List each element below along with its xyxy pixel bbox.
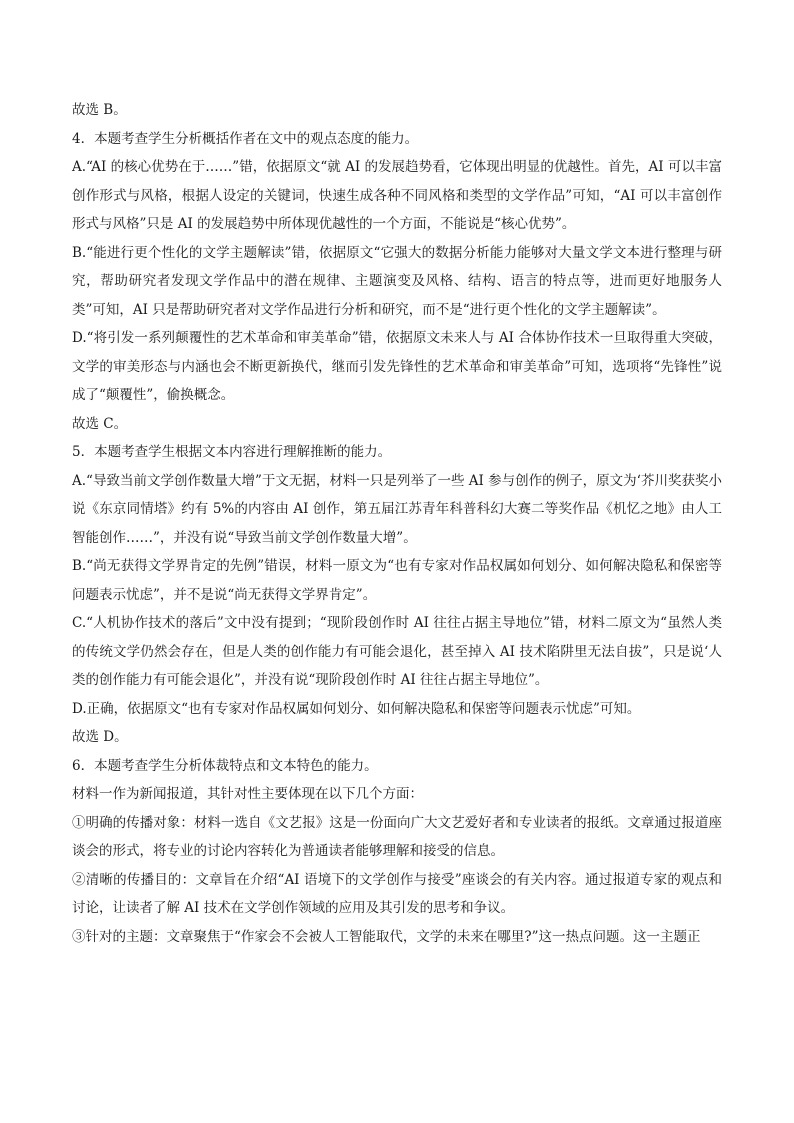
question-5-option-c: C.“人机协作技术的落后”文中没有提到；“现阶段创作时 AI 往往占据主导地位”错，材料二原文为“虽然人类的传统文学仍然会存在，但是人类的创作能力有可能会退化，甚至掉入 AI 技术陷阱里无法自拔”，只是说‘人类的创作能力有可能会退化”，并没有说“现阶段创作时 AI 往往占据主导地位”。 bbox=[72, 615, 722, 688]
question-4-option-d: D.“将引发一系列颠覆性的艺术革命和审美革命”错，依据原文未来人与 AI 合体协作技术一旦取得重大突破，文学的审美形态与内涵也会不断更新换代，继而引发先锋性的艺术革命和审美革命”可知，选项将“先锋性”说成了“颠覆性”，偷换概念。 bbox=[72, 330, 722, 403]
conclusion-c: 故选 C。 bbox=[72, 415, 128, 432]
question-5-option-a: A.“导致当前文学创作数量大增”于文无据，材料一只是列举了一些 AI 参与创作的例子，原文为‘芥川奖获奖小说《东京同情塔》约有 5%的内容由 AI 创作，第五届江苏青年科普科幻大赛二等奖作品《机忆之地》由人工智能创作……”，并没有说“导致当前文学创作数量大增”。 bbox=[72, 472, 722, 546]
conclusion-b: 故选 B。 bbox=[72, 102, 127, 118]
answer-explanation-page bbox=[72, 96, 722, 951]
question-6-point-2: ②清晰的传播目的：文章旨在介绍“AI 语境下的文学创作与接受”座谈会的有关内容。通过报道专家的观点和讨论，让读者了解 AI 技术在文学创作领域的应用及其引发的思考和争议。 bbox=[72, 871, 722, 916]
question-4-heading: 4．本题考查学生分析概括作者在文中的观点态度的能力。 bbox=[72, 130, 419, 147]
question-6-point-3: ③针对的主题：文章聚焦于“作家会不会被人工智能取代，文学的未来在哪里?”这一热点问题。这一主题正 bbox=[72, 928, 701, 945]
conclusion-d: 故选 D。 bbox=[72, 729, 128, 745]
question-4-option-a: A.“AI 的核心优势在于……”错，依据原文“就 AI 的发展趋势看，它体现出明显的优越性。首先，AI 可以丰富创作形式与风格，根据人设定的关键词，快速生成各种不同风格和类型的文学作品”可知，“AI 可以丰富创作形式与风格”只是 AI 的发展趋势中所体现优越性的一个方面，不能说是“核心优势”。 bbox=[72, 159, 722, 232]
question-6-point-1: ①明确的传播对象：材料一选自《文艺报》这是一份面向广大文艺爱好者和专业读者的报纸。文章通过报道座谈会的形式，将专业的讨论内容转化为普通读者能够理解和接受的信息。 bbox=[72, 814, 722, 859]
question-6-heading: 6．本题考查学生分析体裁特点和文本特色的能力。 bbox=[72, 757, 378, 774]
question-5-heading: 5．本题考查学生根据文本内容进行理解推断的能力。 bbox=[72, 444, 392, 460]
question-5-option-b: B.“尚无获得文学界肯定的先例”错误，材料一原文为“也有专家对作品权属如何划分、如何解决隐私和保密等问题表示忧虑”，并不是说“尚无获得文学界肯定”。 bbox=[72, 558, 722, 603]
question-4-option-b: B.“能进行更个性化的文学主题解读”错，依据原文“它强大的数据分析能力能够对大量文学文本进行整理与研究，帮助研究者发现文学作品中的潜在规律、主题演变及风格、结构、语言的特点等，进而更好地服务人类”可知，AI 只是帮助研究者对文学作品进行分析和研究，而不是“进行更个性化的文学主题解读”。 bbox=[72, 244, 722, 318]
question-5-option-d: D.正确，依据原文“也有专家对作品权属如何划分、如何解决隐私和保密等问题表示忧虑”可知。 bbox=[72, 700, 641, 717]
question-6-intro: 材料一作为新闻报道，其针对性主要体现在以下几个方面： bbox=[72, 786, 423, 802]
